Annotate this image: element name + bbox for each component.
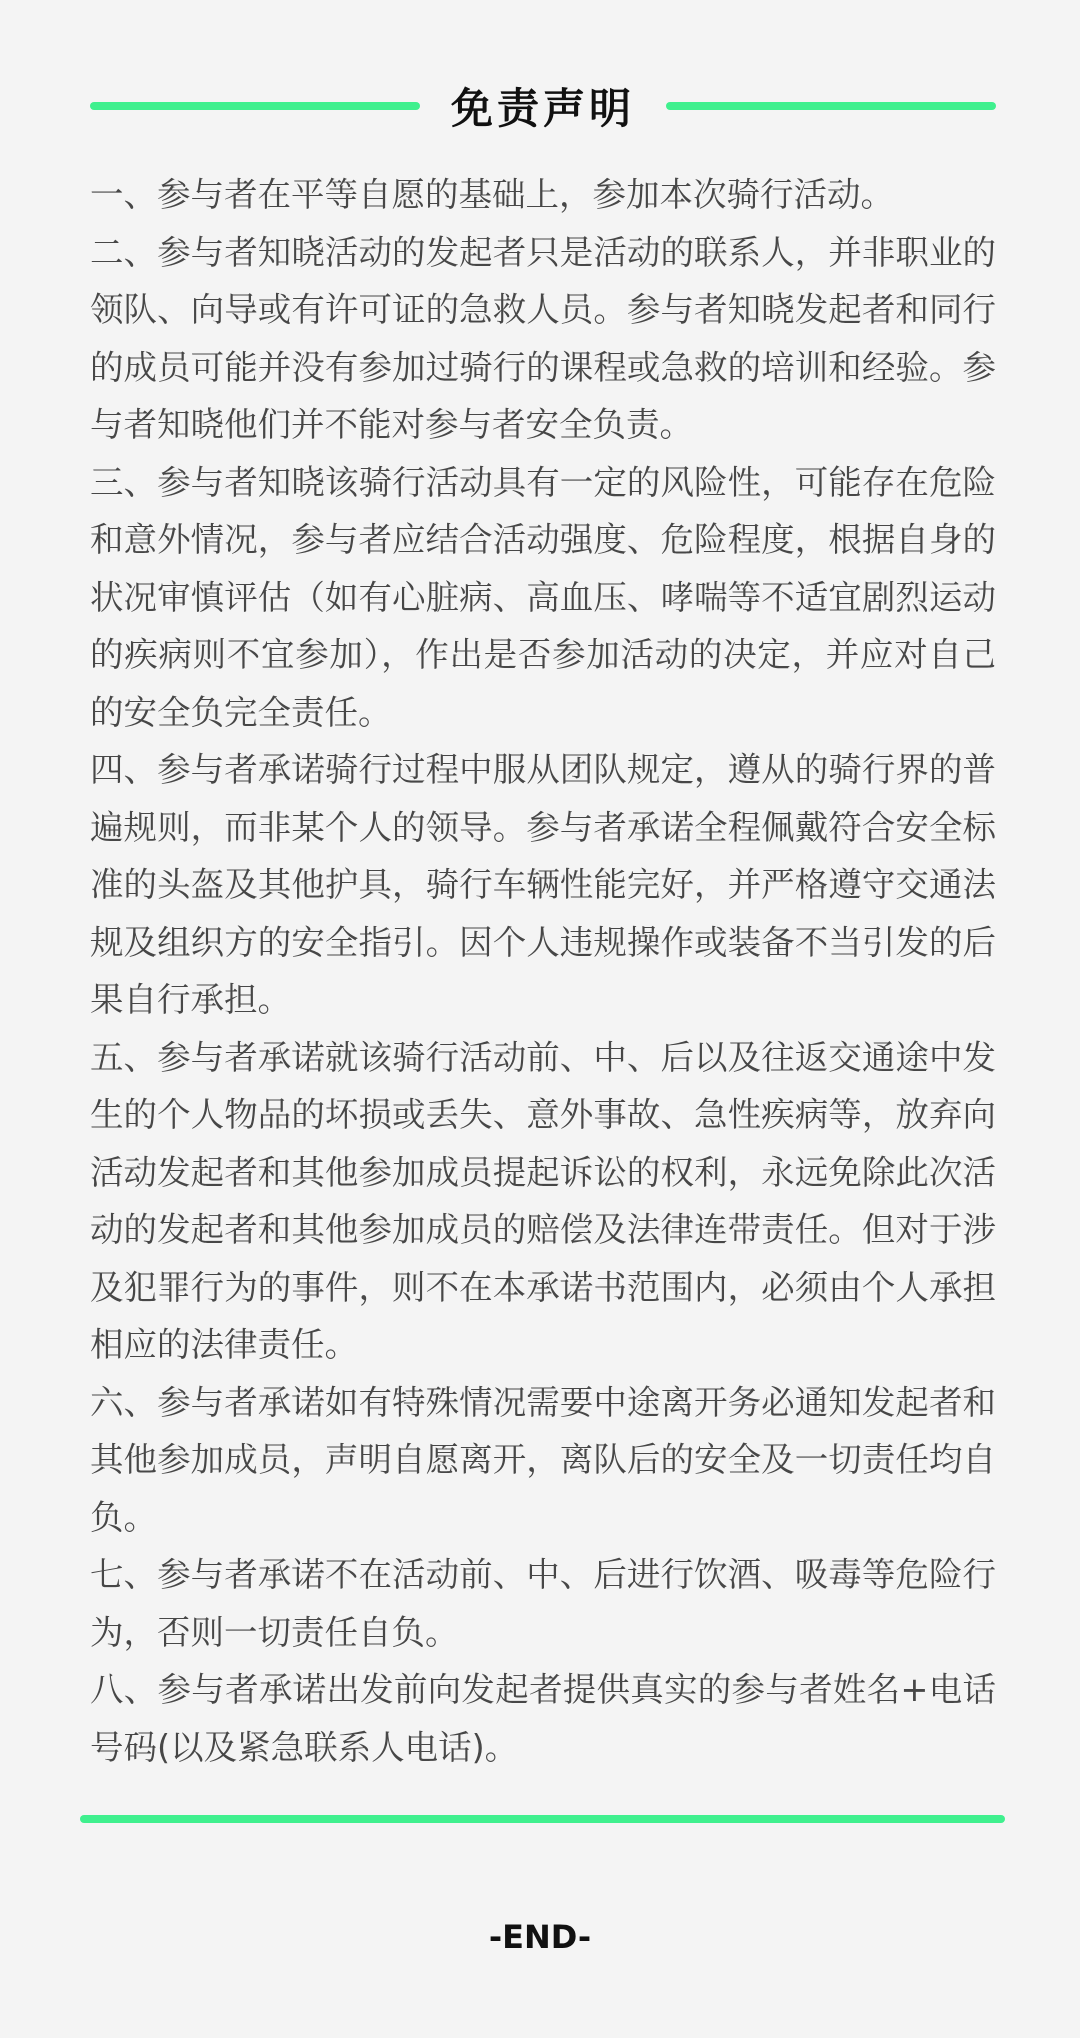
title-left-divider bbox=[90, 102, 420, 110]
clause-8: 八、参与者承诺出发前向发起者提供真实的参与者姓名+电话号码(以及紧急联系人电话)。 bbox=[90, 1670, 996, 1767]
clause-7: 七、参与者承诺不在活动前、中、后进行饮酒、吸毒等危险行为，否则一切责任自负。 bbox=[90, 1555, 996, 1652]
title-right-divider bbox=[666, 102, 996, 110]
clause-2: 二、参与者知晓活动的发起者只是活动的联系人，并非职业的领队、向导或有许可证的急救人员。参与者知晓发起者和同行的成员可能并没有参加过骑行的课程或急救的培训和经验。参与者知晓他们并不能对参与者安全负责。 bbox=[90, 232, 996, 444]
end-mark: -END- bbox=[488, 1918, 592, 1956]
clause-1: 一、参与者在平等自愿的基础上，参加本次骑行活动。 bbox=[90, 175, 894, 214]
clause-4: 四、参与者承诺骑行过程中服从团队规定，遵从的骑行界的普遍规则，而非某个人的领导。参与者承诺全程佩戴符合安全标准的头盔及其他护具，骑行车辆性能完好，并严格遵守交通法规及组织方的安全指引。因个人违规操作或装备不当引发的后果自行承担。 bbox=[90, 750, 996, 1019]
clause-3: 三、参与者知晓该骑行活动具有一定的风险性，可能存在危险和意外情况，参与者应结合活动强度、危险程度，根据自身的状况审慎评估（如有心脏病、高血压、哮喘等不适宜剧烈运动的疾病则不宜参加），作出是否参加活动的决定，并应对自己的安全负完全责任。 bbox=[90, 462, 996, 732]
bottom-divider bbox=[80, 1815, 1005, 1823]
title-row bbox=[90, 76, 996, 136]
page-title: 免责声明 bbox=[450, 84, 635, 133]
disclaimer-body bbox=[90, 166, 996, 1776]
clause-6: 六、参与者承诺如有特殊情况需要中途离开务必通知发起者和其他参加成员，声明自愿离开，离队后的安全及一切责任均自负。 bbox=[90, 1382, 996, 1537]
clause-5: 五、参与者承诺就该骑行活动前、中、后以及往返交通途中发生的个人物品的坏损或丢失、意外事故、急性疾病等，放弃向活动发起者和其他参加成员提起诉讼的权利，永远免除此次活动的发起者和其他参加成员的赔偿及法律连带责任。但对于涉及犯罪行为的事件，则不在本承诺书范围内，必须由个人承担相应的法律责任。 bbox=[90, 1037, 996, 1364]
